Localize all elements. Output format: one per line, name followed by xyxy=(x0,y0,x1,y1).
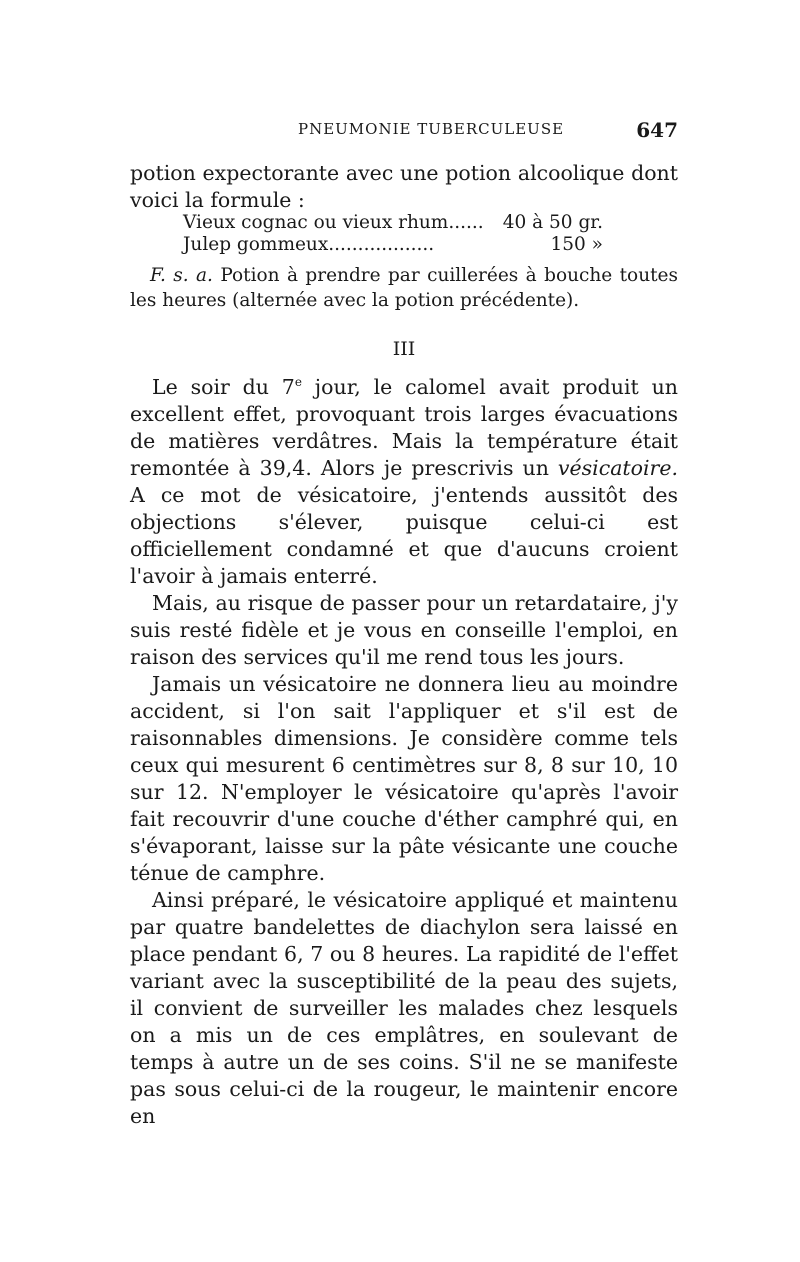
running-title: PNEUMONIE TUBERCULEUSE xyxy=(298,120,565,138)
formula-quantity: 40 à 50 gr. xyxy=(502,212,603,233)
fs-text: Potion à prendre par cuillerées à bouche toutes les heures (alternée avec la potion précédente). xyxy=(130,265,678,311)
paragraph-2: Mais, au risque de passer pour un retardataire, j'y suis resté fidèle et je vous en conseille l'emploi, en raison des services qu'il me rend tous les jours. xyxy=(130,591,678,669)
main-text xyxy=(130,374,678,1130)
formula-row xyxy=(183,212,603,234)
formula xyxy=(183,212,603,256)
prescription-note xyxy=(130,263,678,313)
formula-ingredient: Julep gommeux.................. xyxy=(183,234,435,255)
page-number: 647 xyxy=(636,118,678,142)
formula-row xyxy=(183,234,603,256)
section-number: III xyxy=(392,338,416,360)
paragraph-4: Ainsi préparé, le vésicatoire appliqué et maintenu par quatre bandelettes de diachylon sera laissé en place pendant 6, 7 ou 8 heures. La rapidité de l'effet variant avec la susceptibilité de la peau des sujets, il convient de surveiller les malades chez lesquels on a mis un de ces emplâtres, en soulevant de temps à autre un de ses coins. S'il ne se manifeste pas sous celui-ci de la rougeur, le maintenir encore en xyxy=(130,888,678,1128)
intro-text: potion expectorante avec une potion alcoolique dont voici la formule : xyxy=(130,161,678,212)
paragraph-1: Le soir du 7e jour, le calomel avait produit un excellent effet, provoquant trois larges évacuations de matières verdâtres. Mais la température était remontée à 39,4. Alors je prescrivis un vésicatoire. A ce mot de vésicatoire, j'entends aussitôt des objections s'élever, puisque celui-ci est officiellement condamné et que d'aucuns croient l'avoir à jamais enterré. xyxy=(130,375,678,588)
fs-abbreviation: F. s. a. xyxy=(150,265,213,286)
paragraph-3: Jamais un vésicatoire ne donnera lieu au moindre accident, si l'on sait l'appliquer et s'il est de raisonnables dimensions. Je considère comme tels ceux qui mesurent 6 centimètres sur 8, 8 sur 10, 10 sur 12. N'employer le vésicatoire qu'après l'avoir fait recouvrir d'une couche d'éther camphré qui, en s'évaporant, laisse sur la pâte vésicante une couche ténue de camphre. xyxy=(130,672,678,885)
running-head xyxy=(130,118,678,142)
formula-ingredient: Vieux cognac ou vieux rhum...... xyxy=(183,212,484,233)
emphasized-word: vésicatoire. xyxy=(557,456,678,480)
formula-quantity: 150 » xyxy=(550,234,603,255)
intro-paragraph xyxy=(130,160,678,214)
